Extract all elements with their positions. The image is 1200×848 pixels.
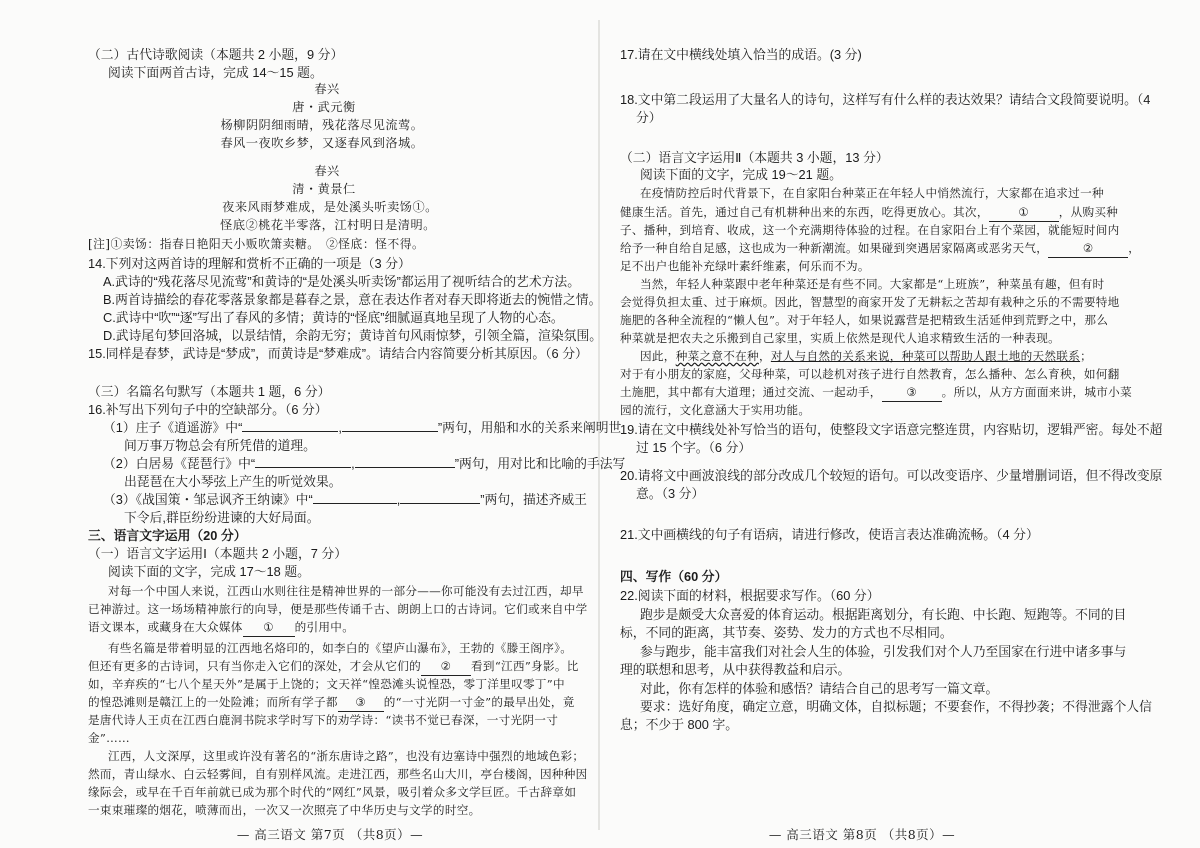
q16-item-1: [103, 419, 621, 436]
passage-line: [620, 204, 1118, 222]
passage-text: 但还有更多的古诗词，只有当你走入它们的深处，才会从它们的: [88, 659, 422, 673]
answer-blank[interactable]: [255, 467, 351, 468]
passage-line: 会觉得负担太重、过于麻烦。因此，智慧型的商家开发了无耕耘之苦却有栽种之乐的不需要特地: [620, 295, 1120, 309]
page-footer: — 高三语文 第7页 （共8页）—: [236, 827, 424, 842]
passage-text: ，: [1128, 241, 1141, 255]
passage-line: 一束束璀璨的烟花，喷薄而出，一次又一次照亮了中华历史与文学的时空。: [88, 803, 481, 817]
passage-line: 江西，人文深厚，这里或许没有著名的“浙东唐诗之路”，也没有边塞诗中强烈的地域色彩；: [108, 749, 585, 763]
essay-prompt-line: 理的联想和思考，从中获得教益和启示。: [620, 662, 851, 677]
passage-line: 对每一个中国人来说，江西山水则往往是精神世界的一部分——你可能没有去过江西，却早: [108, 584, 584, 598]
question-19: 19.请在文中横线处补写恰当的语句，使整段文字语意完整连贯，内容贴切，逻辑严密。每处不超: [620, 422, 1163, 437]
blank-2[interactable]: ②: [1048, 240, 1128, 258]
answer-blank[interactable]: [355, 467, 455, 468]
underlined-sentence: 对人与自然的关系来说，种菜可以帮助人跟土地的天然联系: [770, 349, 1081, 363]
q16-item-text: ”两句，用对比和比喻的手法写: [454, 456, 626, 471]
question-14: 14.下列对这两首诗的理解和赏析不正确的一项是（3 分）: [88, 256, 411, 271]
passage-line: 是唐代诗人王贞在江西白鹿洞书院求学时写下的劝学诗：“读书不觉已春深，一寸光阴一寸: [88, 713, 559, 727]
passage-line: 然而，青山绿水、白云轻雾间，自有别样风流。走进江西，那些名山大川，亭台楼阁，因种种因: [88, 767, 588, 781]
blank-2: ②: [421, 658, 471, 676]
section-heading: （三）名篇名句默写（本题共 1 题，6 分）: [88, 384, 331, 399]
q16-item-text: 间万事万物总会有所凭借的道理。: [124, 438, 316, 453]
option-c: C.武诗中“吹”“逐”写出了春风的多情；黄诗的“怪底”细腻逼真地呈现了人物的心态。: [103, 310, 564, 325]
q16-item-2: [103, 455, 625, 472]
poem-title: 春兴: [314, 82, 340, 96]
poem-line: 怪底②桃花半零落，江村明日是清明。: [220, 218, 436, 232]
question-19-cont: 过 15 个字。（6 分）: [636, 440, 752, 455]
passage-line: 施肥的各种全流程的“懒人包”。对于年轻人，如果说露营是把精致生活延伸到荒野之中，那么: [620, 313, 1109, 327]
answer-blank[interactable]: [400, 503, 480, 504]
option-d: D.武诗尾句梦回洛城，以景结情，余韵无穷；黄诗首句风雨惊梦，引领全篇，渲染氛围。: [103, 328, 603, 343]
passage-line: 金”……: [88, 731, 130, 745]
passage-line: 在疫情防控后时代背景下，在自家阳台种菜正在年轻人中悄然流行，大家都在追求过一种: [640, 186, 1104, 200]
passage-line: 种菜就是把农夫之乐搬到自己家里，实质上依然是现代人追求精致生活的一种表现。: [620, 331, 1061, 345]
poem-author: 清・黄景仁: [292, 182, 356, 196]
passage-line: [640, 348, 1092, 365]
question-17: 17.请在文中横线处填入恰当的成语。(3 分): [620, 47, 862, 62]
blank-3[interactable]: ③: [882, 384, 942, 402]
essay-requirements: 息；不少于 800 字。: [620, 717, 739, 732]
passage-line: 当然，年轻人种菜跟中老年种菜还是有些不同。大家都是“上班族”，种菜虽有趣，但有时: [640, 277, 1105, 291]
passage-text: ；: [1080, 349, 1093, 363]
blank-separator: ,: [396, 492, 401, 507]
q16-item-text: ”两句，用船和水的关系来阐明世: [437, 420, 622, 435]
passage-text: 的引用中。: [294, 620, 355, 634]
q16-item-text: ”两句，描述齐威王: [480, 492, 587, 507]
passage-text: 。所以，从方方面面来讲，城市小菜: [941, 385, 1132, 399]
question-20-cont: 意。（3 分）: [636, 486, 705, 501]
section-heading: （二）古代诗歌阅读（本题共 2 小题，9 分）: [88, 47, 344, 62]
passage-text: 语文课本，或藏身在大众媒体: [88, 620, 243, 634]
passage-text: 健康生活。首先，通过自己有机耕种出来的东西，吃得更放心。其次，: [620, 205, 989, 219]
essay-requirements: 要求：选好角度，确定立意，明确文体，自拟标题；不要套作，不得抄袭；不得泄露个人信: [640, 699, 1152, 714]
blank-1: ①: [243, 619, 295, 637]
poem-title: 春兴: [314, 164, 340, 178]
passage-text: 的惶恐滩则是赣江上的一处险滩；而所有学子都: [88, 695, 338, 709]
q16-item-text: （2）白居易《琵琶行》中“: [103, 456, 256, 471]
passage-text: 土施肥，其中都有大道理；通过交流、一起动手，: [620, 385, 882, 399]
page-8: [600, 0, 1200, 848]
passage-line: [620, 240, 1140, 258]
blank-separator: ,: [351, 456, 355, 471]
essay-prompt-line: 参与跑步，能丰富我们对社会人生的体验，引发我们对个人乃至国家在行进中诸多事与: [640, 644, 1127, 659]
section-heading: （二）语言文字运用Ⅱ（本题共 3 小题，13 分）: [620, 150, 889, 165]
essay-prompt-line: 标，不同的距离，其节奏、姿势、发力的方式也不尽相同。: [620, 625, 953, 640]
passage-line: 园的流行，文化意涵大于实用功能。: [620, 403, 811, 417]
question-18: 18.文中第二段运用了大量名人的诗句，这样写有什么样的表达效果？请结合文段简要说明。（4: [620, 92, 1151, 107]
instruction: 阅读下面的文字，完成 17～18 题。: [108, 564, 310, 579]
essay-prompt-line: 跑步是颇受大众喜爱的体育运动。根据距离划分，有长跑、中长跑、短跑等。不同的目: [640, 607, 1127, 622]
q16-item-text: （3）《战国策・邹忌讽齐王纳谏》中“: [103, 492, 313, 507]
passage-text: 的“一寸光阴一寸金”的最早出处，竟: [383, 695, 575, 709]
part-heading: 四、写作（60 分）: [620, 569, 728, 584]
passage-text: 因此，: [640, 349, 676, 363]
passage-line: [620, 384, 1132, 402]
poem-line: 杨柳阴阴细雨晴，残花落尽见流莺。: [220, 118, 424, 132]
blank-separator: ,: [338, 420, 342, 435]
q16-item-3: [103, 491, 587, 508]
passage-text: 给予一种自给自足感，这也成为一种新潮流。如果碰到突遇居家隔离或恶劣天气，: [620, 241, 1049, 255]
question-18-cont: 分）: [636, 110, 662, 125]
passage-text: 看到“江西”身影。比: [471, 659, 579, 673]
passage-text: ，: [758, 349, 771, 363]
poem-author: 唐・武元衡: [292, 100, 356, 114]
passage-line: 有些名篇是带着明显的江西地名烙印的，如李白的《望庐山瀑布》，王勃的《滕王阁序》。: [108, 641, 573, 655]
passage-line: 对于有小朋友的家庭，父母种菜，可以趁机对孩子进行自然教育，怎么播种、怎么育秧，如何翻: [620, 367, 1120, 381]
passage-line: [88, 694, 575, 712]
instruction: 阅读下面两首古诗，完成 14～15 题。: [108, 65, 323, 80]
blank-3: ③: [338, 694, 384, 712]
essay-prompt-line: 对此，你有怎样的体验和感悟？请结合自己的思考写一篇文章。: [640, 681, 999, 696]
passage-line: 足不出户也能补充绿叶素纤维素，何乐而不为。: [620, 259, 870, 273]
wavy-underlined-text: 种菜之意不在种: [675, 349, 759, 363]
part-heading: 三、语言文字运用（20 分）: [88, 528, 247, 543]
instruction: 阅读下面的文字，完成 19～21 题。: [640, 167, 842, 182]
answer-blank[interactable]: [342, 431, 438, 432]
passage-line: [88, 619, 354, 637]
passage-line: 如，辛弃疾的“七八个星天外”是属于上饶的；文天祥“惶恐滩头说惶恐，零丁洋里叹零丁”中: [88, 677, 565, 691]
poem-line: 春风一夜吹乡梦，又逐春风到洛城。: [220, 136, 424, 150]
question-16: 16.补写出下列句子中的空缺部分。（6 分）: [88, 402, 328, 417]
q16-item-text: （1）庄子《逍遥游》中“: [103, 420, 243, 435]
question-21: 21.文中画横线的句子有语病，请进行修改，使语言表达准确流畅。（4 分）: [620, 527, 1039, 542]
passage-line: [88, 658, 579, 676]
q16-item-text: 出琵琶在大小琴弦上产生的听觉效果。: [124, 474, 342, 489]
section-heading: （一）语言文字运用Ⅰ（本题共 2 小题，7 分）: [88, 546, 348, 561]
passage-text: ，从购买种: [1058, 205, 1119, 219]
passage-line: 缘际会，或早在千百年前就已成为那个时代的“网红”风景，吸引着众多文学巨匠。千古辞章如: [88, 785, 577, 799]
question-15: 15.同样是春梦，武诗是“梦成”，而黄诗是“梦难成”。请结合内容简要分析其原因。（6 分）: [88, 346, 588, 361]
option-a: A.武诗的“残花落尽见流莺”和黄诗的“是处溪头听卖饧”都运用了视听结合的艺术方法。: [103, 274, 581, 289]
page-footer: — 高三语文 第8页 （共8页）—: [768, 827, 956, 842]
answer-blank[interactable]: [313, 503, 397, 504]
poem-line: 夜来风雨梦难成，是处溪头听卖饧①。: [222, 200, 438, 214]
footnote: [注]①卖饧：指春日艳阳天小贩吹箫卖糖。 ②怪底：怪不得。: [88, 237, 425, 251]
question-22: 22.阅读下面的材料，根据要求写作。（60 分）: [620, 588, 880, 603]
passage-line: 子、播种，到培育、收成，这一个充满期待体验的过程。在自家阳台上有个菜园，就能短时间内: [620, 223, 1120, 237]
option-b: B.两首诗描绘的春花零落景象都是暮春之景，意在表达作者对春天即将逝去的惋惜之情。: [103, 292, 602, 307]
answer-blank[interactable]: [242, 431, 338, 432]
question-20: 20.请将文中画波浪线的部分改成几个较短的语句。可以改变语序、少量增删词语，但不得改变原: [620, 468, 1163, 483]
q16-item-text: 下令后,群臣纷纷进谏的大好局面。: [124, 510, 320, 525]
blank-1[interactable]: ①: [989, 204, 1059, 222]
passage-line: 已神游过。这一场场精神旅行的向导，便是那些传诵千古、朗朗上口的古诗词。它们或来自中学: [88, 602, 588, 616]
